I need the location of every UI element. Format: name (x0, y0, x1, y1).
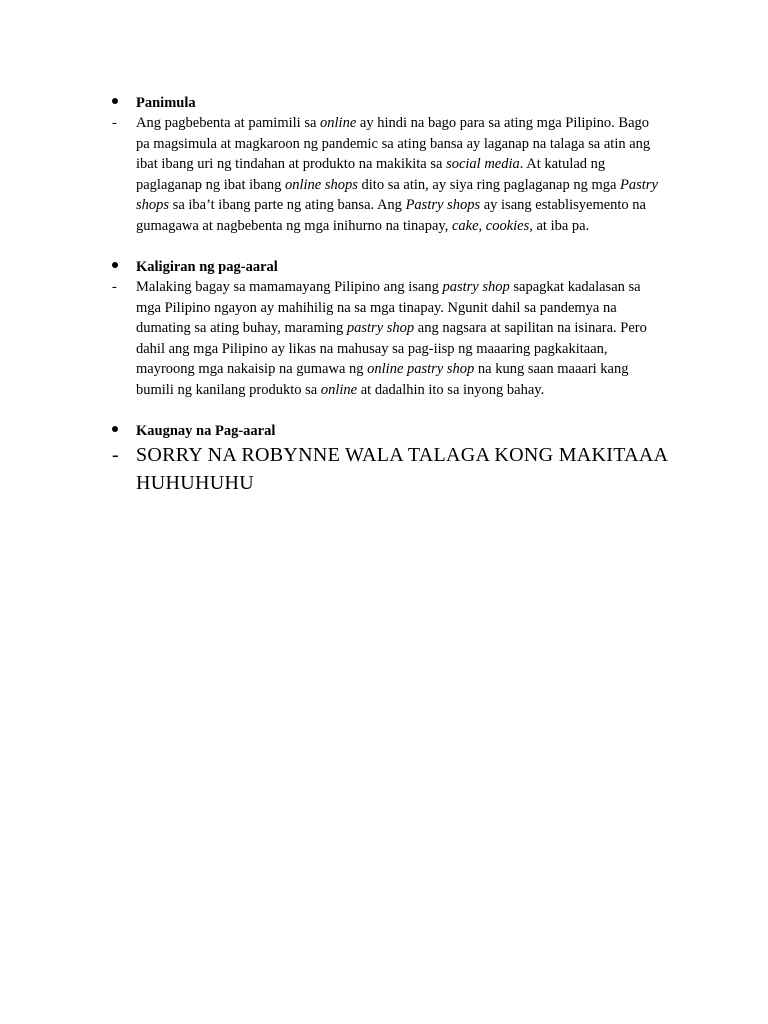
paragraph-line: mga Pilipino ngayon ay mahihilig na sa mga tinapay. Ngunit dahil sa pandemya na (136, 299, 617, 316)
paragraph-line: dahil ang mga Pilipino ay likas na mahusay sa pag-iisp ng maaaring pagkakitaan, (136, 340, 608, 357)
bullet-icon (112, 426, 118, 432)
section-heading: Panimula (136, 95, 196, 111)
bullet-icon (112, 262, 118, 268)
paragraph-line: bumili ng kanilang produkto sa online at dadalhin ito sa inyong bahay. (136, 381, 545, 398)
paragraph-line: paglaganap ng ibat ibang online shops dito sa atin, ay siya ring paglaganap ng mga Pastry (136, 176, 658, 193)
dash-marker: - (112, 444, 119, 466)
section-heading-row (0, 257, 768, 277)
dash-marker: - (112, 279, 117, 295)
section-body (0, 113, 768, 237)
paragraph-line: Malaking bagay sa mamamayang Pilipino ang isang pastry shop sapagkat kadalasan sa (136, 279, 641, 295)
section-body (0, 441, 768, 497)
paragraph-line: mayroong mga nakaisip na gumawa ng online pastry shop na kung saan maaari kang (136, 361, 629, 378)
section-kaugnay (0, 421, 768, 497)
section-heading-row (0, 93, 768, 113)
paragraph-line: ibat ibang uri ng tindahan at produkto na makikita sa social media. At katulad ng (136, 156, 606, 173)
paragraph (136, 277, 684, 401)
section-heading-row (0, 421, 768, 441)
section-panimula (0, 93, 768, 237)
section-kaligiran (0, 257, 768, 401)
paragraph (136, 441, 684, 497)
section-heading: Kaugnay na Pag-aaral (136, 423, 276, 439)
paragraph-line: Ang pagbebenta at pamimili sa online ay hindi na bago para sa ating mga Pilipino. Bago (136, 115, 650, 131)
paragraph (136, 113, 684, 237)
paragraph-line: gumagawa at nagbebenta ng mga inihurno na tinapay, cake, cookies, at iba pa. (136, 217, 590, 234)
dash-marker: - (112, 115, 117, 131)
paragraph-line: pa magsimula at magkaroon ng pandemic sa ating bansa ay laganap na talaga sa atin ang (136, 135, 651, 152)
paragraph-line: shops sa iba’t ibang parte ng ating bansa. Ang Pastry shops ay isang establisyemento na (136, 197, 646, 214)
paragraph-line: SORRY NA ROBYNNE WALA TALAGA KONG MAKITAAA (136, 444, 669, 466)
paragraph-line: dumating sa ating buhay, maraming pastry shop ang nagsara at sapilitan na isinara. Pero (136, 320, 647, 337)
paragraph-line: HUHUHUHU (136, 472, 254, 494)
bullet-icon (112, 98, 118, 104)
section-body (0, 277, 768, 401)
section-heading: Kaligiran ng pag-aaral (136, 259, 278, 275)
